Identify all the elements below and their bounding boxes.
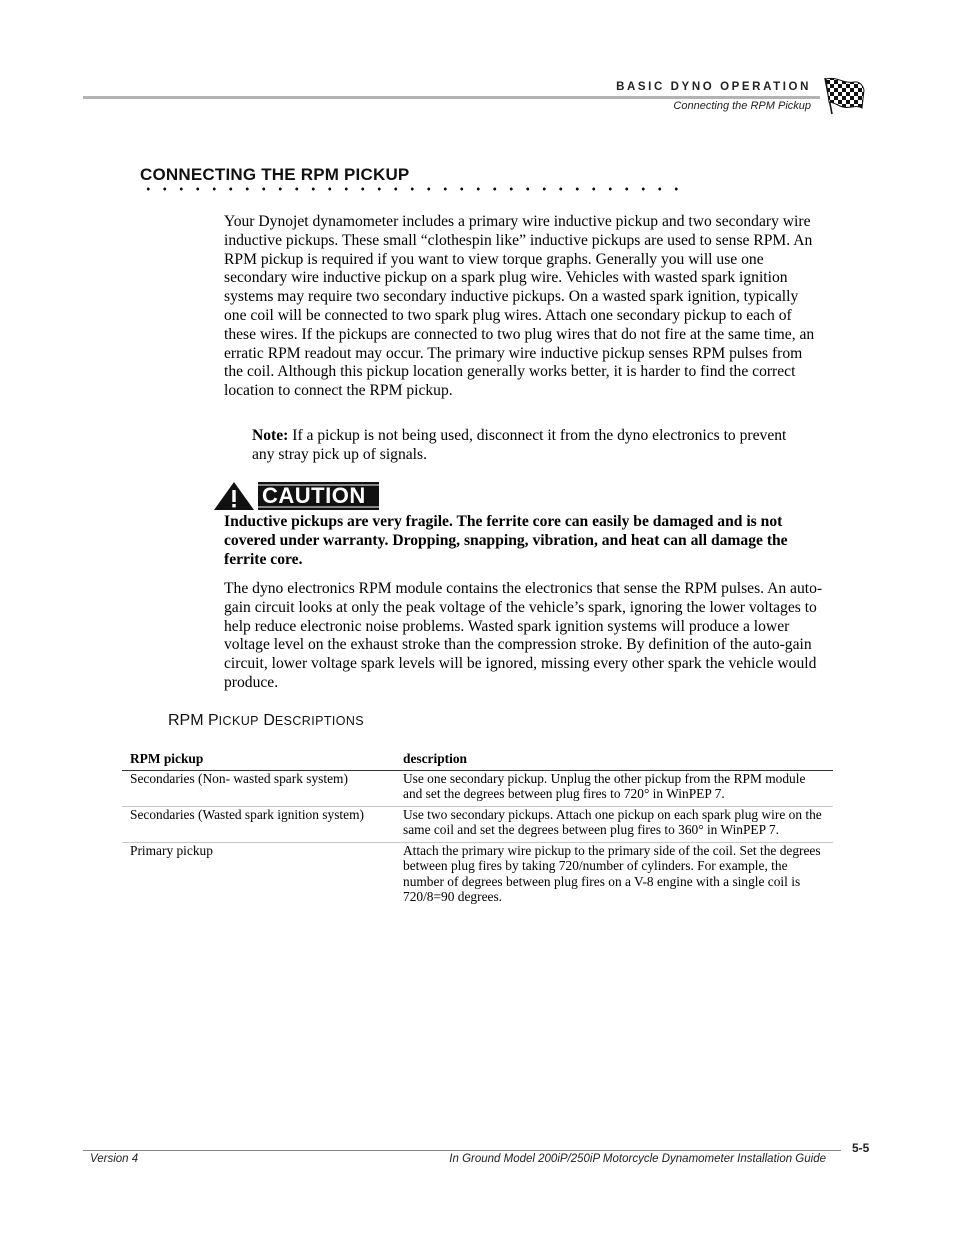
note-text: If a pickup is not being used, disconnect it from the dyno electronics to prevent any stray pick up of signals. [252,427,787,463]
caution-text: Inductive pickups are very fragile. The ferrite core can easily be damaged and is not covered under warranty. Dropping, snapping, vibration, and heat can all damage the ferrite core. [224,513,788,568]
caution-label: CAUTION [262,483,366,508]
column-header: description [403,751,467,766]
header-rule [83,96,820,99]
section-heading: CONNECTING THE RPM PICKUP [140,165,410,184]
warning-triangle-icon [214,481,254,511]
subheading [168,712,364,730]
intro-paragraph: Your Dynojet dynamometer includes a primary wire inductive pickup and two secondary wire inductive pickups. These small “clothespin like” inductive pickups are used to sense RPM. An RPM pickup is required if you want to view torque graphs. Generally you will use one secondary wire inductive pickup on a spark plug wire. Vehicles with wasted spark ignition systems may require two secondary inductive pickups. On a wasted spark ignition, typically one coil will be connected to two spark plug wires. Attach one secondary pickup to each of these wires. If the pickups are connected to two plug wires that do not fire at the same time, an erratic RPM readout may occur. The primary wire inductive pickup senses RPM pulses from the coil. Although this pickup location generally works better, it is harder to find the correct location to connect the RPM pickup. [224,213,815,400]
table-row [122,806,833,842]
rpm-pickup-table [122,748,833,909]
checkered-flag-icon [822,76,866,116]
note-paragraph [252,427,812,465]
table-row [122,842,833,909]
dotted-divider [140,186,685,192]
table-row [122,770,833,806]
table-cell: Use two secondary pickups. Attach one pickup on each spark plug wire on the same coil and set the degrees between plug fires to 360° in WinPEP 7. [403,806,822,837]
table-cell: Use one secondary pickup. Unplug the other pickup from the RPM module and set the degrees between plug fires to 720° in WinPEP 7. [403,770,806,801]
column-header: RPM pickup [130,751,204,766]
footer-rule [83,1150,841,1151]
subheading-part: ESCRIPTIONS [274,714,365,728]
table-header-row [122,748,833,770]
rpm-module-paragraph: The dyno electronics RPM module contains the electronics that sense the RPM pulses. An auto-gain circuit looks at only the peak voltage of the vehicle’s spark, ignoring the lower voltages to help reduce electronic noise problems. Wasted spark ignition systems will produce a lower voltage level on the exhaust stroke than the compression stroke. By definition of the auto-gain circuit, lower voltage spark levels will be ignored, missing every other spark the vehicle would produce. [224,580,823,691]
header-chapter-title: BASIC DYNO OPERATION [616,81,811,93]
header-section-title: Connecting the RPM Pickup [673,100,811,112]
table-cell: Primary pickup [130,842,213,858]
table-cell: Secondaries (Wasted spark ignition system) [130,806,364,822]
subheading-part: RPM P [168,712,219,729]
caution-banner [214,481,379,511]
footer-version: Version 4 [90,1153,139,1165]
table-cell: Attach the primary wire pickup to the primary side of the coil. Set the degrees between plug fires by taking 720/number of cylinders. For example, the number of degrees between plug fires on a V-8 engine with a single coil is 720/8=90 degrees. [403,842,821,904]
subheading-part: D [258,712,275,729]
subheading-part: ICKUP [218,714,259,728]
table-cell: Secondaries (Non- wasted spark system) [130,770,348,786]
footer-guide-title: In Ground Model 200iP/250iP Motorcycle Dynamometer Installation Guide [449,1153,826,1165]
page-number: 5-5 [852,1141,870,1155]
note-label: Note: [252,427,289,444]
